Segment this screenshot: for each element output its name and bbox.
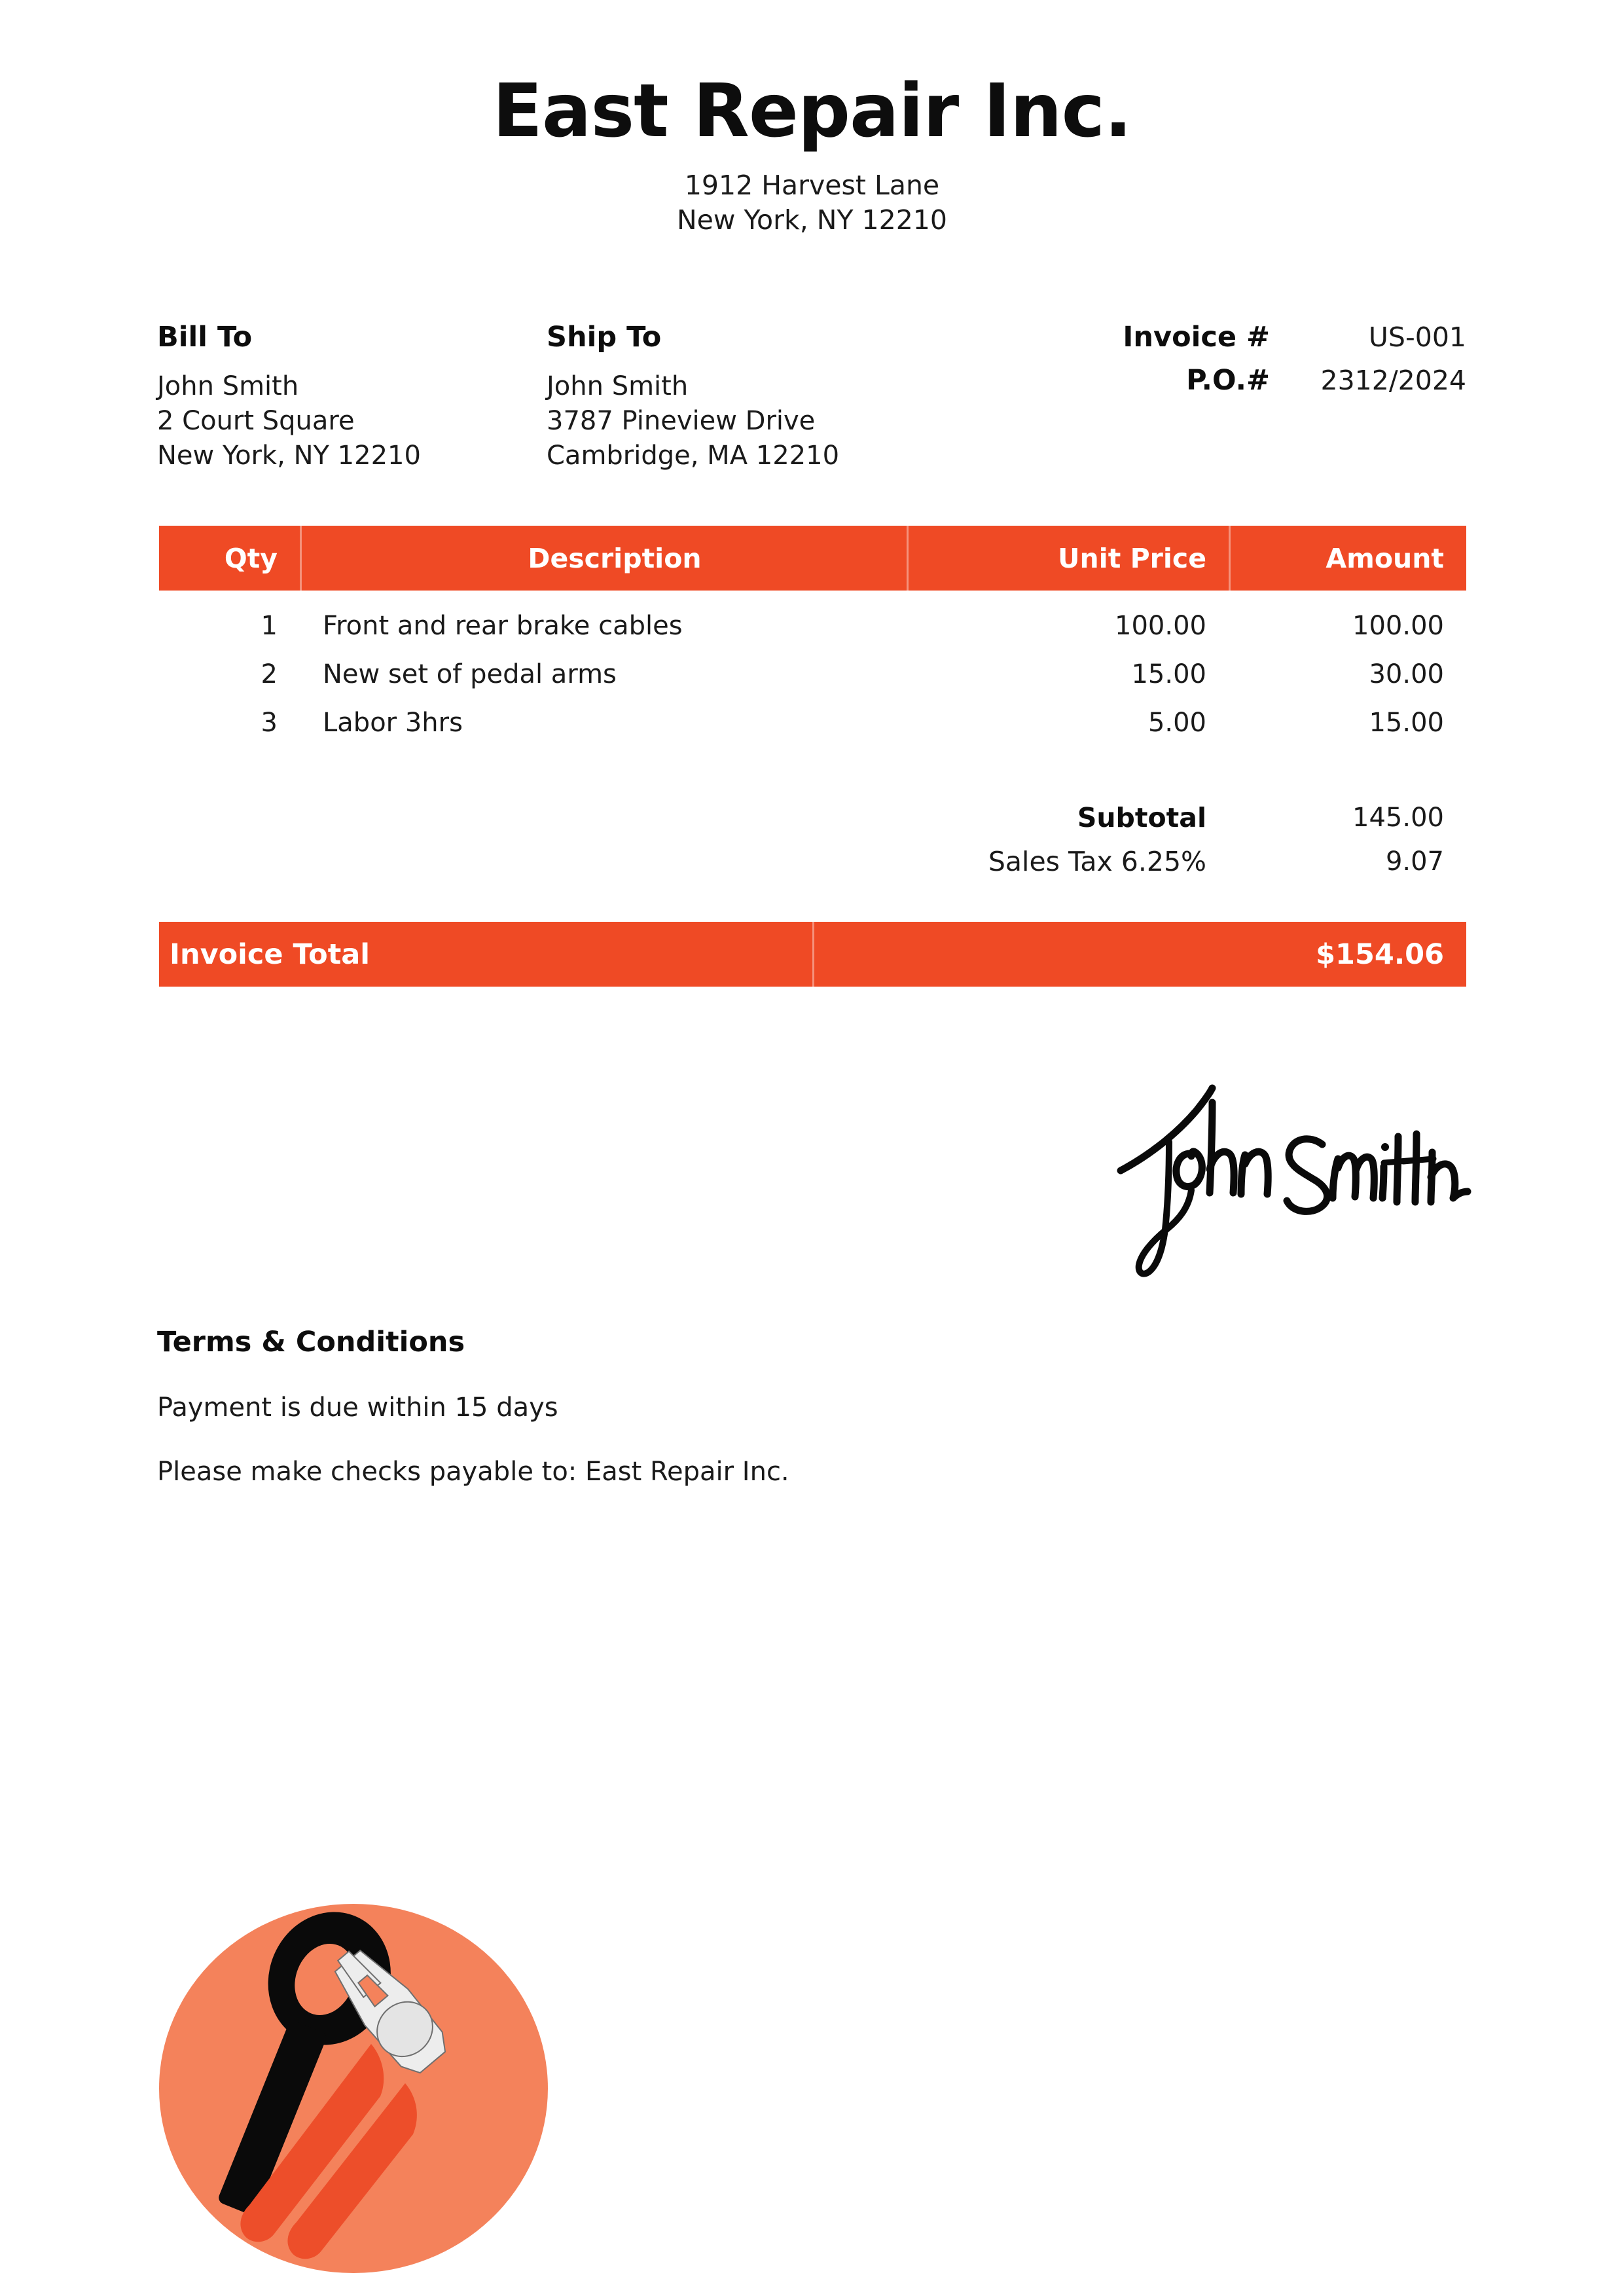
parties-section — [157, 321, 1466, 471]
company-address-line-2: New York, NY 12210 — [677, 204, 947, 236]
column-divider-1 — [300, 526, 302, 591]
cell-unit-price: 15.00 — [1131, 659, 1206, 689]
table-row — [159, 650, 1466, 699]
cell-description: Front and rear brake cables — [323, 611, 683, 641]
company-name: East Repair Inc. — [492, 69, 1132, 154]
pliers-and-wrench-logo-icon — [141, 1899, 566, 2278]
po-number-row — [982, 364, 1466, 397]
ship-to-address — [547, 369, 839, 474]
invoice-total-label: Invoice Total — [170, 938, 370, 971]
column-header-unit-price: Unit Price — [1058, 542, 1206, 574]
column-divider-3 — [1229, 526, 1231, 591]
terms-line-2: Please make checks payable to: East Repair Inc. — [157, 1457, 789, 1487]
ship-to-street: 3787 Pineview Drive — [547, 406, 816, 437]
cell-qty: 3 — [261, 708, 278, 738]
totals-section — [159, 795, 1466, 883]
cell-description: New set of pedal arms — [323, 659, 617, 689]
terms-line-1: Payment is due within 15 days — [157, 1393, 558, 1423]
cell-amount: 100.00 — [1352, 611, 1444, 641]
subtotal-label: Subtotal — [1077, 801, 1206, 833]
cell-unit-price: 100.00 — [1115, 611, 1206, 641]
column-divider-2 — [907, 526, 909, 591]
cell-qty: 2 — [261, 659, 278, 689]
invoice-meta-block — [982, 321, 1466, 407]
line-items-table — [159, 526, 1466, 747]
table-row — [159, 699, 1466, 747]
subtotal-value: 145.00 — [1352, 802, 1444, 833]
sales-tax-value: 9.07 — [1385, 846, 1444, 877]
table-row — [159, 602, 1466, 650]
po-number-label: P.O.# — [1186, 364, 1270, 397]
terms-and-conditions — [157, 1326, 1074, 1487]
invoice-number-value: US-001 — [1368, 321, 1466, 353]
sales-tax-label: Sales Tax 6.25% — [988, 845, 1206, 877]
bill-to-title: Bill To — [157, 321, 253, 354]
invoice-number-row — [982, 321, 1466, 354]
bill-to-street: 2 Court Square — [157, 406, 355, 437]
column-header-qty: Qty — [224, 542, 278, 574]
subtotal-row — [159, 795, 1466, 839]
cell-amount: 15.00 — [1369, 708, 1444, 738]
invoice-total-bar — [159, 922, 1466, 987]
po-number-value: 2312/2024 — [1320, 365, 1466, 396]
total-bar-divider — [812, 922, 814, 987]
company-header — [0, 69, 1624, 238]
ship-to-block — [547, 321, 839, 474]
cell-unit-price: 5.00 — [1147, 708, 1206, 738]
ship-to-title: Ship To — [547, 321, 662, 354]
column-header-amount: Amount — [1326, 542, 1444, 574]
bill-to-address — [157, 369, 421, 474]
company-address-line-1: 1912 Harvest Lane — [684, 169, 940, 201]
column-header-description: Description — [528, 542, 702, 574]
bill-to-name: John Smith — [157, 371, 299, 401]
cell-qty: 1 — [261, 611, 278, 641]
signature-image — [1106, 1074, 1473, 1283]
company-address — [0, 168, 1624, 238]
invoice-number-label: Invoice # — [1123, 321, 1270, 354]
terms-title: Terms & Conditions — [157, 1326, 465, 1358]
bill-to-city: New York, NY 12210 — [157, 441, 421, 471]
sales-tax-row — [159, 839, 1466, 883]
cell-amount: 30.00 — [1369, 659, 1444, 689]
ship-to-city: Cambridge, MA 12210 — [547, 441, 840, 471]
table-body — [159, 591, 1466, 747]
bill-to-block — [157, 321, 421, 474]
cell-description: Labor 3hrs — [323, 708, 463, 738]
invoice-total-value: $154.06 — [1316, 938, 1444, 971]
table-header-row — [159, 526, 1466, 591]
ship-to-name: John Smith — [547, 371, 689, 401]
